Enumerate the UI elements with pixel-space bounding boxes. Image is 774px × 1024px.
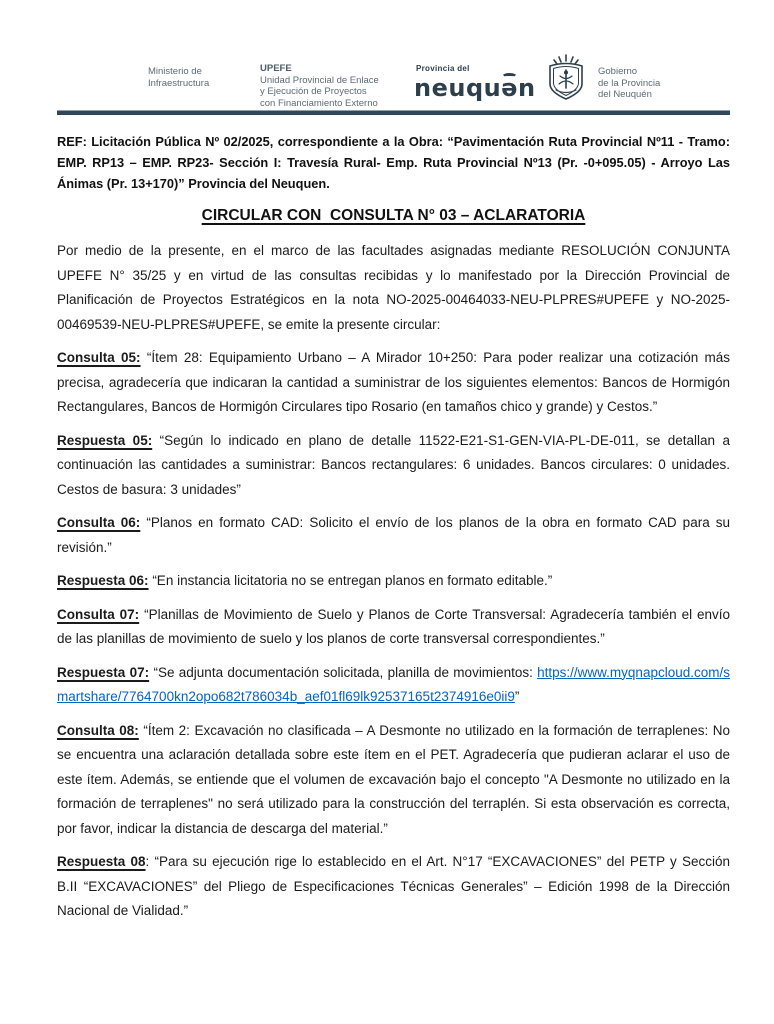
qa-paragraph: Respuesta 05: “Según lo indicado en plano de detalle 11522-E21-S1-GEN-VIA-PL-DE-011, se detallan a continuación las cantidades a suministrar: Bancos rectangulares: 6 unidades. Bancos circulares: 0 unidades. Cestos de basura: 3 unidades”	[57, 432, 730, 497]
qa-label: Respuesta 07:	[57, 664, 150, 680]
ministry-logo	[148, 66, 209, 89]
qa-section	[57, 346, 730, 924]
qa-label: Respuesta 08	[57, 854, 146, 869]
neuquen-wordmark-logo	[414, 63, 536, 101]
qa-label: Consulta 06:	[57, 515, 141, 530]
upefe-line1: Unidad Provincial de Enlace	[260, 74, 379, 86]
intro-paragraph: Por medio de la presente, en el marco de las facultades asignadas mediante RESOLUCIÓN CONJUNTA UPEFE N° 35/25 y en virtud de las consultas recibidas y lo manifestado por la Dirección Provincial de Planificación de Proyectos Estratégicos en la nota NO-2025-00464033-NEU-PLPRES#UPEFE y NO-2025-00469539-NEU-PLPRES#UPEFE, se emite la presente circular:	[57, 243, 730, 332]
qa-label: Consulta 07:	[57, 606, 140, 622]
neuquen-wordmark-top: Provincia del	[416, 64, 470, 73]
upefe-name: UPEFE	[260, 63, 292, 74]
qa-paragraph: Respuesta 08: “Para su ejecución rige lo establecido en el Art. N°17 “EXCAVACIONES” del PETP y Sección B.II “EXCAVACIONES” del Pliego de Especificaciones Técnicas Generales” – Edición 1998 de la Dirección Nacional de Vialidad.”	[57, 854, 730, 918]
qa-label: Respuesta 05:	[57, 432, 153, 448]
document-body	[57, 131, 730, 933]
ministry-line2: Infraestructura	[148, 77, 210, 89]
qa-paragraph: Consulta 08: “Ítem 2: Excavación no clasificada – A Desmonte no utilizado en la formación de terraplenes: No se encuentra una aclaración detallada sobre este ítem en el PET. Agradecería que pudieran aclarar el uso de este ítem. Además, se entiende que el volumen de excavación bajo el concepto "A Desmonte no utilizado en la formación de terraplenes" no será utilizado para la construcción del terraplén. Si esta observación es correcta, por favor, indicar la distancia de descarga del material.”	[57, 722, 730, 836]
qa-label: Consulta 08:	[57, 722, 139, 738]
reference-paragraph: REF: Licitación Pública Nº 02/2025, correspondiente a la Obra: “Pavimentación Ruta Provincial Nº11 - Tramo: EMP. RP13 – EMP. RP23- Sección I: Travesía Rural- Emp. Ruta Provincial Nº13 (Pr. -0+095.05) - Arroyo Las Ánimas (Pr. 13+170)” Provincia del Neuquen.	[57, 134, 730, 191]
qa-paragraph: Consulta 05: “Ítem 28: Equipamiento Urbano – A Mirador 10+250: Para poder realizar una cotización más precisa, agradecería que indicaran la cantidad a suministrar de los siguientes elementos: Bancos de Hormigón Rectangulares, Bancos de Hormigón Circulares tipo Rosario (en tamaños chico y grande) y Cestos.”	[57, 350, 731, 414]
wordmark-accent-arc	[502, 73, 517, 80]
upefe-logo	[260, 63, 379, 109]
ministry-line1: Ministerio de	[148, 66, 202, 77]
header-divider	[57, 110, 730, 115]
neuquen-wordmark: neuquə n	[414, 73, 536, 102]
provincial-crest-icon	[543, 54, 589, 102]
gov-line2: de la Provincia	[598, 77, 661, 89]
gov-line1: Gobierno	[598, 66, 638, 77]
qa-paragraph: Consulta 06: “Planos en formato CAD: Solicito el envío de los planos de la obra en formato CAD para su revisión.”	[57, 515, 730, 555]
qa-paragraph: Respuesta 07: “Se adjunta documentación solicitada, planilla de movimientos: https://www.myqnapcloud.com/smartshare/7764700kn2opo682t786034b_aef01fl69lk92537165t2374916e0ii9”	[57, 664, 730, 704]
qa-paragraph: Consulta 07: “Planillas de Movimiento de Suelo y Planos de Corte Transversal: Agradecería también el envío de las planillas de movimiento de suelo y los planos de corte transversal correspondientes.”	[57, 606, 731, 646]
qa-paragraph: Respuesta 06: “En instancia licitatoria no se entregan planos en formato editable.”	[57, 573, 553, 588]
qa-label: Respuesta 06:	[57, 573, 149, 588]
qa-label: Consulta 05:	[57, 350, 141, 365]
upefe-line3: con Financiamiento Externo	[260, 97, 378, 109]
letterhead	[0, 0, 774, 110]
attachment-link[interactable]: https://www.myqnapcloud.com/smartshare/7764700kn2opo682t786034b_aef01fl69lk92537165t2374916e0ii9	[57, 664, 730, 704]
government-logo-text	[598, 66, 660, 101]
gov-line3: del Neuquén	[598, 89, 652, 100]
document-title: CIRCULAR CON CONSULTA N° 03 – ACLARATORIA	[201, 207, 586, 224]
upefe-line2: y Ejecución de Proyectos	[260, 86, 367, 97]
